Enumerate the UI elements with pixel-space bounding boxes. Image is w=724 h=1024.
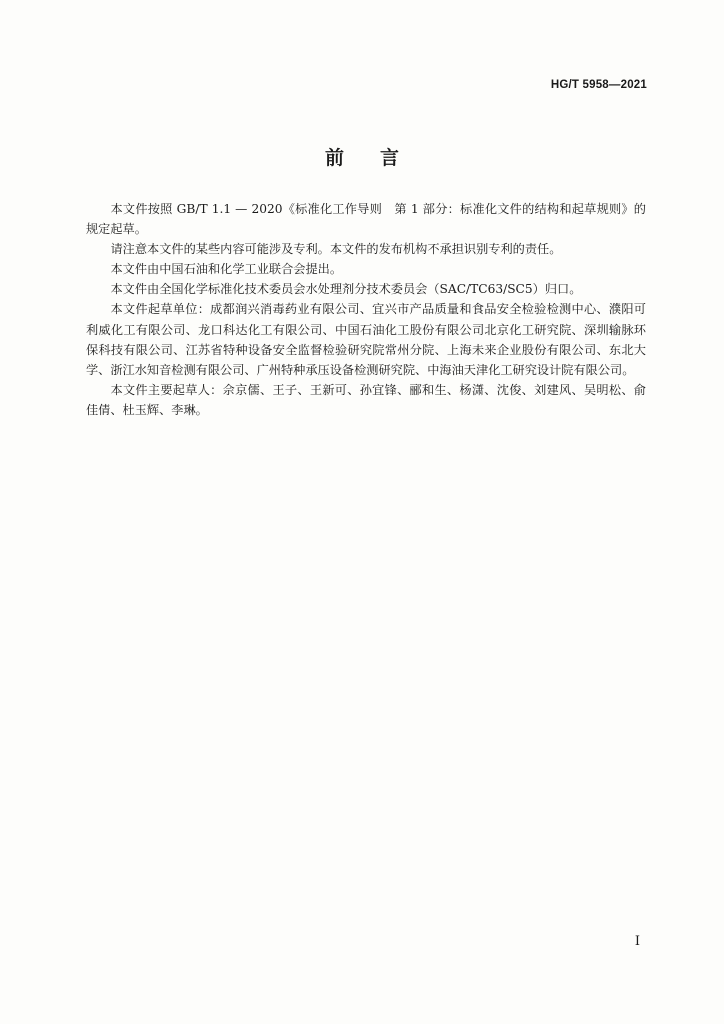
paragraph-technical-committee: 本文件由全国化学标准化技术委员会水处理剂分技术委员会（SAC/TC63/SC5）归口。 bbox=[110, 282, 582, 297]
foreword-body bbox=[86, 199, 646, 420]
standard-code: HG/T 5958—2021 bbox=[550, 79, 647, 91]
page-title bbox=[0, 143, 724, 170]
paragraph-drafting-rules: 本文件按照 GB/T 1.1 — 2020《标准化工作导则 第 1 部分：标准化文件的结构和起草规则》的规定起草。 bbox=[86, 202, 646, 237]
page-title-char-2: 言 bbox=[380, 147, 400, 169]
paragraph-drafting-units: 本文件起草单位：成都润兴消毒药业有限公司、宜兴市产品质量和食品安全检验检测中心、濮阳可利威化工有限公司、龙口科达化工有限公司、中国石油化工股份有限公司北京化工研究院、深圳输脉环保科技有限公司、江苏省特种设备安全监督检验研究院常州分院、上海未来企业股份有限公司、东北大学、浙江水知音检测有限公司、广州特种承压设备检测研究院、中海油天津化工研究设计院有限公司。 bbox=[86, 302, 646, 377]
page-title-char-1: 前 bbox=[324, 147, 344, 169]
paragraph-proposer: 本文件由中国石油和化学工业联合会提出。 bbox=[110, 262, 343, 277]
page-number: I bbox=[634, 934, 640, 949]
paragraph-drafters: 本文件主要起草人：佘京儒、王子、王新可、孙宜锋、郦和生、杨潇、沈俊、刘建风、吴明松、俞佳倩、杜玉辉、李琳。 bbox=[86, 382, 646, 417]
paragraph-patent-notice: 请注意本文件的某些内容可能涉及专利。本文件的发布机构不承担识别专利的责任。 bbox=[110, 242, 562, 257]
